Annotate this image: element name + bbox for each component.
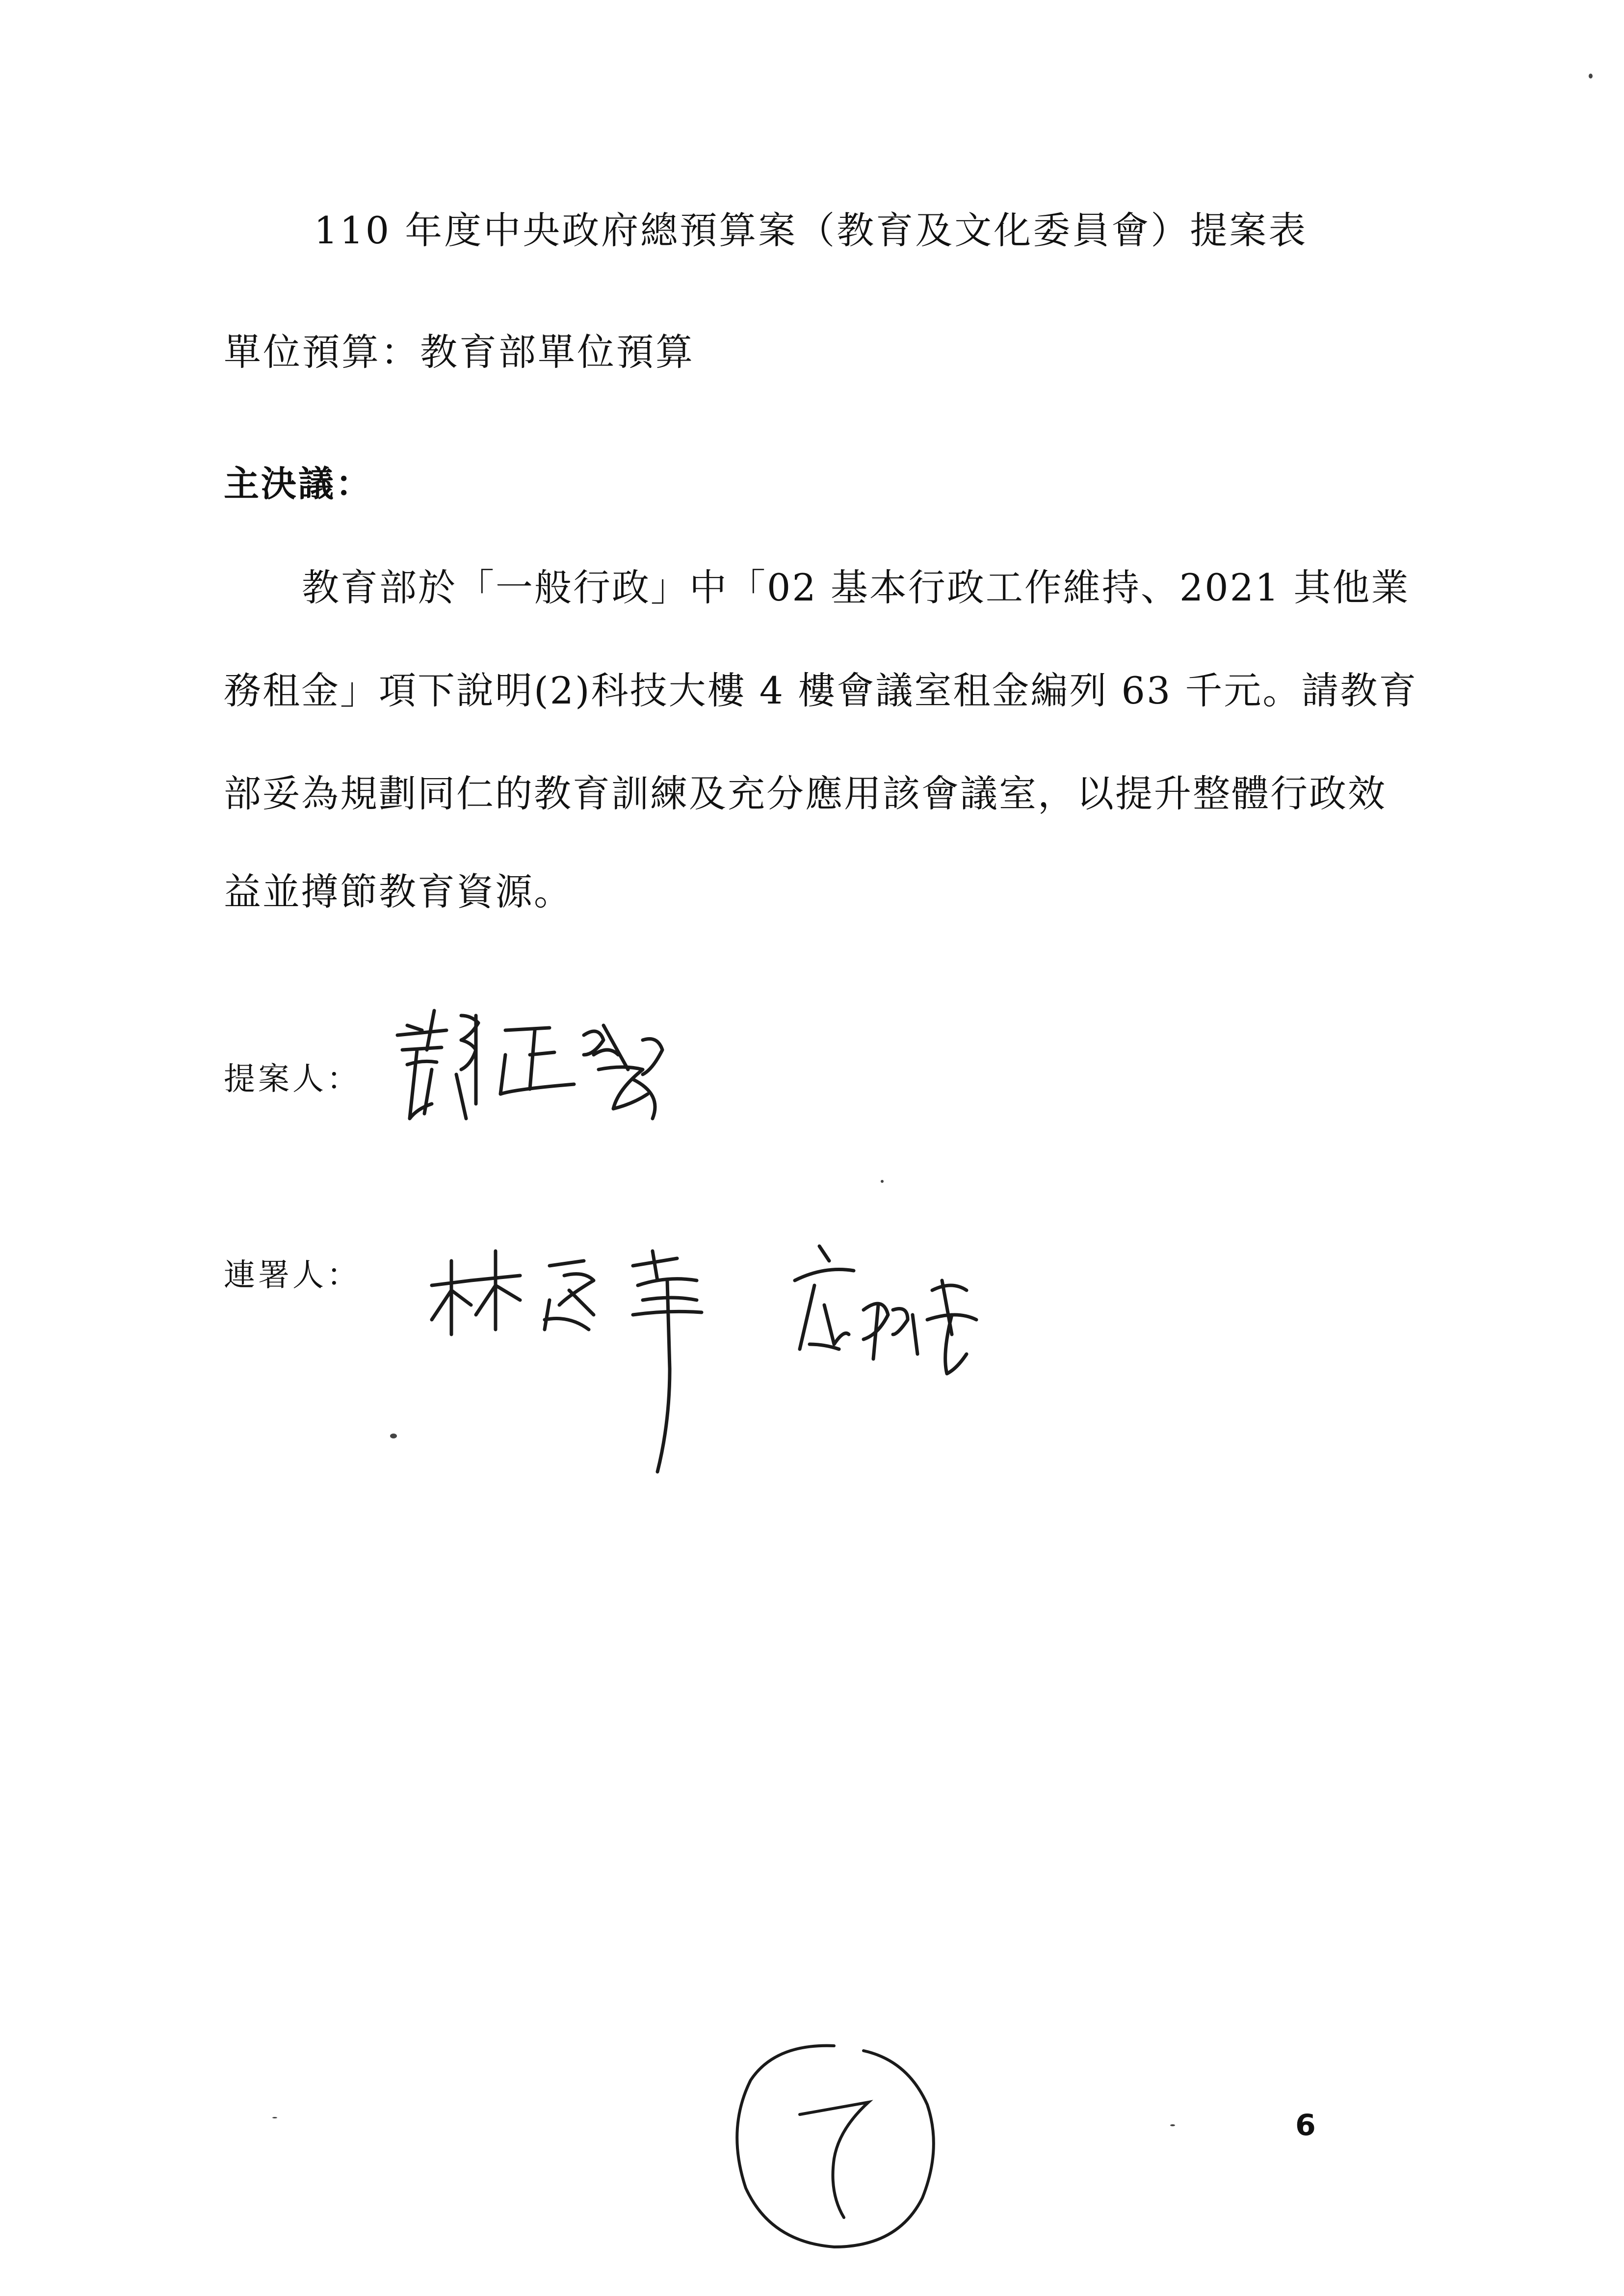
circled-mark xyxy=(716,2031,952,2262)
page-number: 6 xyxy=(1295,2108,1316,2142)
body-line: 教育部於「一般行政」中「02 基本行政工作維持、2021 其他業 xyxy=(302,566,1410,609)
cosigner-label: 連署人： xyxy=(224,1257,361,1294)
body-line: 務租金」項下說明(2)科技大樓 4 樓會議室租金編列 63 千元。請教育 xyxy=(224,669,1418,712)
scan-speck xyxy=(881,1180,884,1183)
unit-budget: 單位預算：教育部單位預算 xyxy=(224,330,695,374)
document-title: 110 年度中央政府總預算案（教育及文化委員會）提案表 xyxy=(314,209,1308,252)
cosigner-signatures xyxy=(422,1207,1070,1482)
resolution-heading: 主決議： xyxy=(224,463,373,504)
body-line: 部妥為規劃同仁的教育訓練及充分應用該會議室，以提升整體行政效 xyxy=(224,772,1387,815)
scan-speck xyxy=(1589,74,1593,78)
body-line: 益並撙節教育資源。 xyxy=(224,870,573,913)
proposer-label: 提案人： xyxy=(224,1061,361,1097)
scan-speck xyxy=(390,1434,397,1438)
scan-speck xyxy=(1170,2124,1175,2126)
scan-speck xyxy=(272,2117,277,2118)
proposer-signature xyxy=(388,996,751,1163)
